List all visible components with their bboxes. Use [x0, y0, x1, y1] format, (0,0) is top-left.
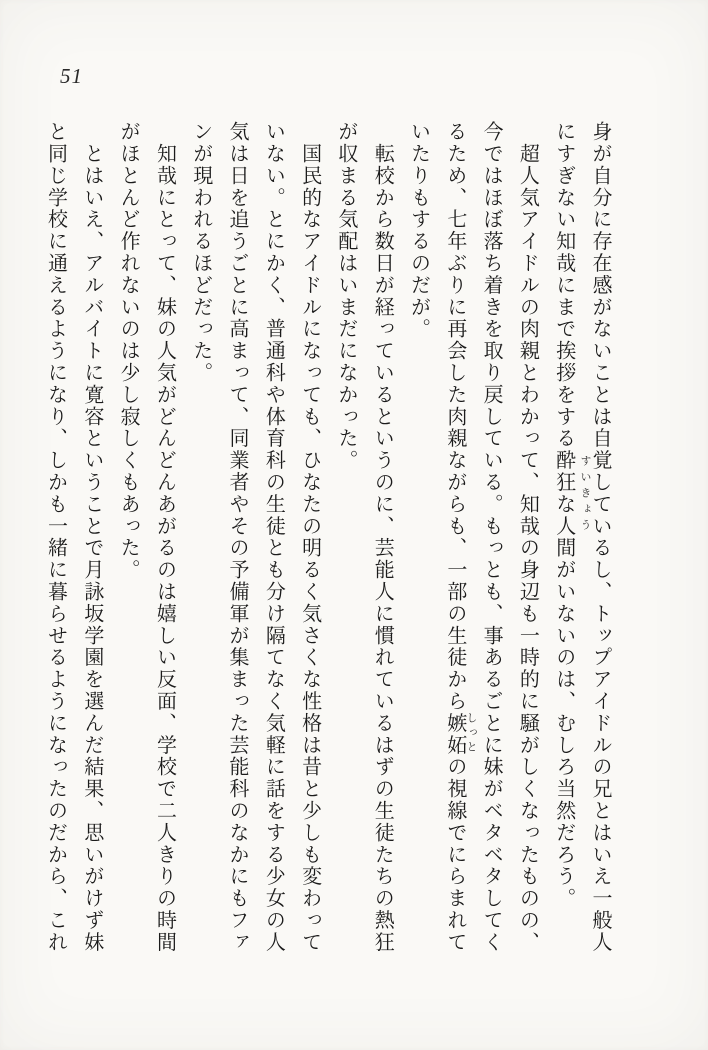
text-line-8: が収まる気配はいまだになかった。 [334, 121, 357, 472]
furigana-shitto: しっと [465, 712, 477, 756]
text-line-2: にすぎない知哉にまで挨拶をする酔狂な人間がいないのは、むしろ当然だろう。 [552, 121, 575, 910]
text-line-15: とはいえ、アルバイトに寛容ということで月詠坂学園を選んだ結果、思いがけず妹 [80, 121, 103, 954]
text-line-14: がほとんど作れないのは少し寂しくもあった。 [117, 121, 140, 581]
text-line-9: 国民的なアイドルになっても、ひなたの明るく気さくな性格は昔と少しも変わって [298, 121, 321, 954]
text-line-16: と同じ学校に通えるようになり、しかも一緒に暮らせるようになったのだから、これ [44, 121, 67, 954]
text-line-5: るため、七年ぶりに再会した肉親ながらも、一部の生徒から嫉妬の視線でにらまれて [443, 121, 466, 954]
text-line-11: 気は日を追うごとに高まって、同業者やその予備軍が集まった芸能科のなかにもファ [226, 121, 249, 954]
page-number: 51 [60, 64, 83, 88]
text-line-3: 超人気アイドルの肉親とわかって、知哉の身辺も一時的に騒がしくなったものの、 [516, 121, 539, 954]
text-line-4: 今ではほぼ落ち着きを取り戻している。もっとも、事あるごとに妹がベタベタしてく [480, 121, 503, 954]
text-line-12: ンが現われるほどだった。 [189, 121, 212, 384]
furigana-suikyou: すいきょう [579, 455, 591, 535]
text-line-7: 転校から数日が経っているというのに、芸能人に慣れているはずの生徒たちの熱狂 [371, 121, 394, 954]
text-line-1: 身が自分に存在感がないことは自覚しているし、トップアイドルの兄とはいえ一般人 [589, 121, 611, 954]
text-line-6: いたりもするのだが。 [407, 121, 430, 340]
text-line-10: いない。とにかく、普通科や体育科の生徒とも分け隔てなく気軽に話をする少女の人 [262, 121, 285, 954]
text-block [37, 121, 618, 959]
text-line-13: 知哉にとって、妹の人気がどんどんあがるのは嬉しい反面、学校で二人きりの時間 [153, 121, 176, 954]
